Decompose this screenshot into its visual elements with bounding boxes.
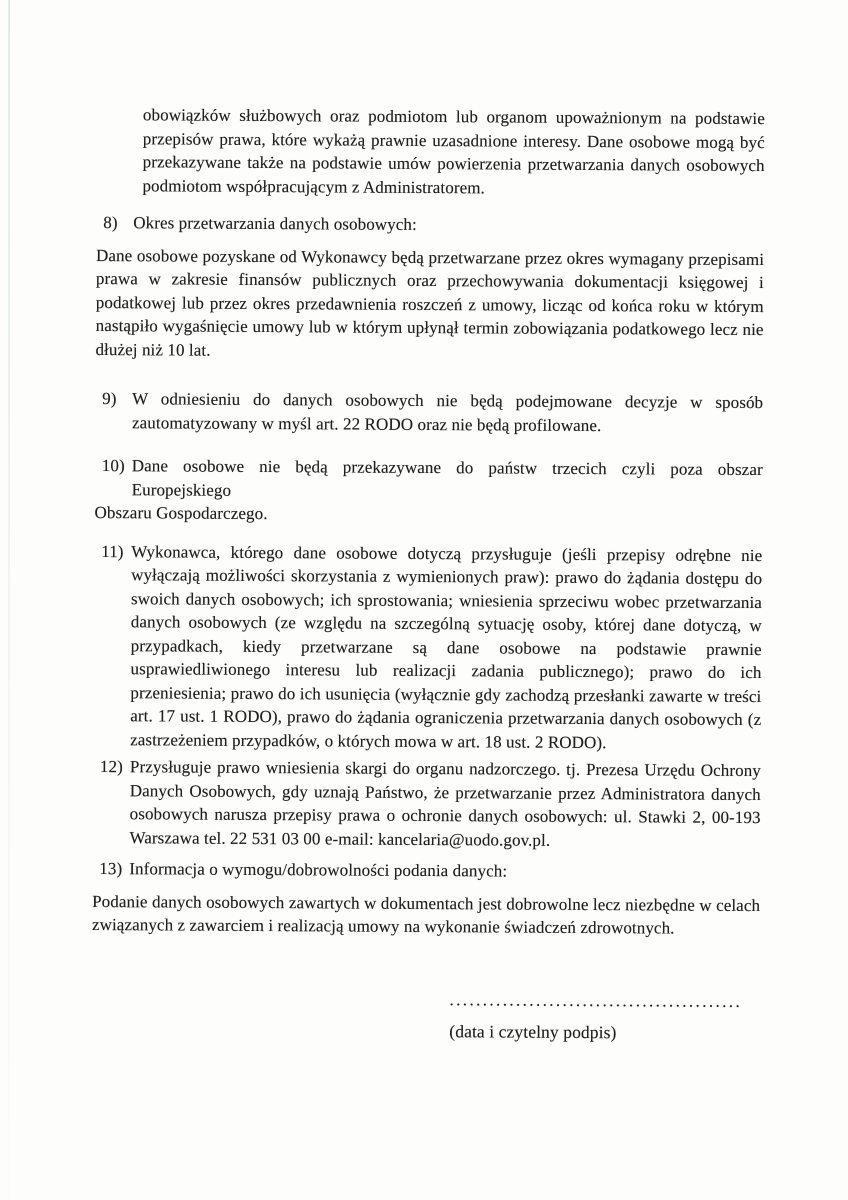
- scan-artifact-line: [8, 0, 10, 1200]
- item-12-text: Przysługuje prawo wniesienia skargi do organu nadzorczego. tj. Prezesa Urzędu Ochrony Danych Osobowych, gdy uznają Państwo, że przetwarzanie przez Administratora danych osobowych narusza przepisy prawa o ochronie danych osobowych: ul. Stawki 2, 00-193 Warszawa tel. 22 531 03 00 e-mail: kancelaria@uodo.gov.pl.: [129, 757, 761, 850]
- item-10-text: [132, 454, 763, 505]
- item-10-line-1: Dane osobowe nie będą przekazywane do państw trzecich czyli poza obszar: [131, 456, 763, 480]
- item-10-number: 10): [101, 456, 125, 476]
- list-item-11: [100, 540, 762, 756]
- list-item-12: [99, 755, 761, 853]
- list-item-8: [103, 211, 764, 239]
- item-13-number: 13): [99, 859, 123, 879]
- item-11-text: Wykonawca, którego dane osobowe dotyczą przysługuje (jeśli przepisy odrębne nie wyłączają możliwości skorzystania z wymienionych praw): prawo do żądania dostępu do swoich danych osobowych; ich sprostowania; wniesienia sprzeciwu wobec przetwarzania danych osobowych (ze względu na szczególną sytuację osoby, której dane dotyczą, w przypadkach, kiedy przetwarzane są dane osobowe na podstawie prawnie usprawiedliwionego interesu lub realizacji zadania publicznego); prawo do ich przeniesienia; prawo do ich usunięcia (wyłącznie gdy zachodzą przesłanki zawarte w treści art. 17 ust. 1 RODO), prawo do żądania ograniczenia przetwarzania danych osobowych (z zastrzeżeniem przypadków, o których mowa w art. 18 ust. 2 RODO).: [130, 541, 763, 752]
- list-item-13: [99, 857, 760, 885]
- item-10-line-2: Europejskiego: [131, 479, 232, 500]
- list-item-10: [102, 454, 763, 505]
- signature-caption: (data i czytelny podpis): [449, 1021, 617, 1043]
- paragraph-10-continuation: Obszaru Gospodarczego.: [94, 502, 268, 524]
- paragraph-8-body: Dane osobowe pozyskane od Wykonawcy będą przetwarzane przez okres wymagany przepisami prawa w zakresie finansów publicznych oraz przechowywania dokumentacji księgowej i podatkowej lub przez okres przedawnienia roszczeń z umowy, licząc od końca roku w którym nastąpiło wygaśnięcie umowy lub w którym upłynął termin zobowiązania podatkowego lecz nie dłużej niż 10 lat.: [95, 245, 765, 360]
- signature-dotted-line: ............................................: [449, 989, 743, 1011]
- item-11-number: 11): [101, 541, 124, 561]
- item-9-text: W odniesieniu do danych osobowych nie będą podejmowane decyzje w sposób zautomatyzowany w myśl art. 22 RODO oraz nie będą profilowane.: [131, 389, 764, 435]
- signature-block: [449, 988, 743, 1046]
- item-8-number: 8): [103, 213, 118, 233]
- item-13-text: Informacja o wymogu/dobrowolności podania danych:: [129, 859, 508, 881]
- item-12-number: 12): [99, 757, 123, 777]
- paragraph-closing: Podanie danych osobowych zawartych w dokumentach jest dobrowolne lecz niezbędne w celach związanych z zawarciem i realizacją umowy na wykonanie świadczeń zdrowotnych.: [91, 891, 761, 938]
- paragraph-intro-continuation: obowiązków służbowych oraz podmiotom lub organom upoważnionym na podstawie przepisów prawa, które wykażą prawnie uzasadnione interesy. Dane osobowe mogą być przekazywane także na podstawie umów powierzenia przetwarzania danych osobowych podmiotom współpracującym z Administratorem.: [142, 105, 765, 197]
- list-item-9: [102, 387, 763, 438]
- item-8-text: Okres przetwarzania danych osobowych:: [133, 213, 417, 234]
- item-9-number: 9): [102, 389, 117, 409]
- document-content: [91, 103, 765, 1046]
